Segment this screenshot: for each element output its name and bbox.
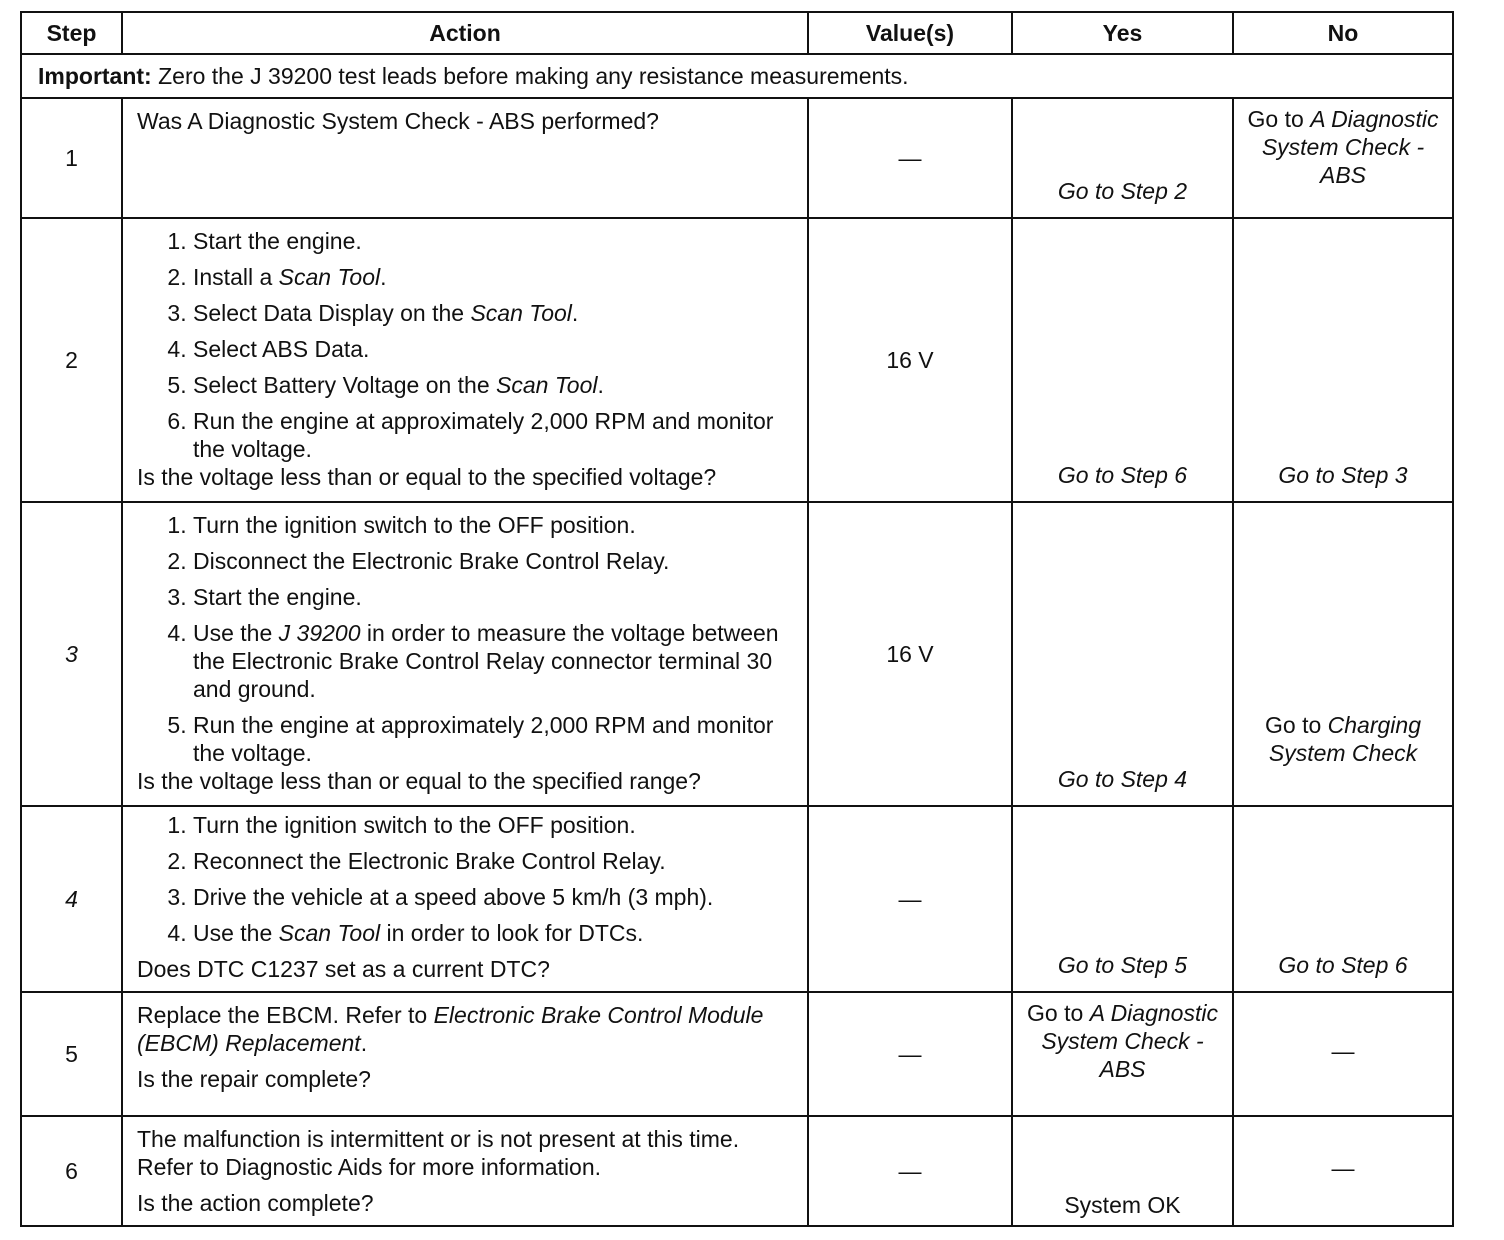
step-number: 3 <box>21 502 122 806</box>
yes-link[interactable]: Go to Step 2 <box>1057 178 1188 204</box>
value-cell: — <box>808 1116 1012 1226</box>
header-yes: Yes <box>1012 12 1233 54</box>
action-cell <box>122 806 808 992</box>
list-item: 4. Use the Scan Tool in order to look for DTCs. <box>193 919 797 947</box>
value-cell: — <box>808 98 1012 218</box>
action-question: Was A Diagnostic System Check - ABS performed? <box>137 108 659 134</box>
yes-link[interactable]: Go to Step 6 <box>1057 462 1188 488</box>
yes-prefix: Go to <box>1027 1000 1090 1026</box>
yes-cell <box>1012 502 1233 806</box>
step-number: 1 <box>21 98 122 218</box>
action-list <box>137 227 797 463</box>
no-link[interactable]: Go to Step 3 <box>1278 462 1408 488</box>
list-item: 5. Select Battery Voltage on the Scan Tool. <box>193 371 797 399</box>
step-number: 4 <box>21 806 122 992</box>
no-cell <box>1233 806 1453 992</box>
diagnostic-table-page <box>20 11 1452 1227</box>
yes-link[interactable]: Go to Step 5 <box>1057 952 1188 978</box>
action-question: Does DTC C1237 set as a current DTC? <box>137 956 550 982</box>
table-row-step-3 <box>21 502 1453 806</box>
list-item: 2. Disconnect the Electronic Brake Control Relay. <box>193 547 797 575</box>
step-number: 6 <box>21 1116 122 1226</box>
important-note <box>21 54 1453 98</box>
value-cell: — <box>808 992 1012 1116</box>
no-prefix: Go to <box>1247 106 1311 132</box>
action-cell <box>122 992 808 1116</box>
no-cell: — <box>1233 1116 1453 1226</box>
no-prefix: Go to <box>1265 712 1328 738</box>
no-cell <box>1233 502 1453 806</box>
action-cell <box>122 98 808 218</box>
action-question: Is the repair complete? <box>137 1066 371 1092</box>
value-cell: 16 V <box>808 218 1012 502</box>
list-item: 1. Turn the ignition switch to the OFF position. <box>193 511 797 539</box>
header-action: Action <box>122 12 808 54</box>
diagnostic-table <box>20 11 1454 1227</box>
header-no: No <box>1233 12 1453 54</box>
table-row-step-6 <box>21 1116 1453 1226</box>
list-item: 2. Install a Scan Tool. <box>193 263 797 291</box>
no-link[interactable]: Charging System Check <box>1268 712 1421 766</box>
list-item: 5. Run the engine at approximately 2,000 RPM and monitor the voltage. <box>193 711 797 767</box>
list-item: 3. Start the engine. <box>193 583 797 611</box>
list-item: 4. Select ABS Data. <box>193 335 797 363</box>
yes-cell <box>1012 218 1233 502</box>
yes-cell <box>1012 98 1233 218</box>
action-list <box>137 811 797 947</box>
action-question: Is the voltage less than or equal to the specified range? <box>137 768 701 794</box>
table-row-step-4 <box>21 806 1453 992</box>
step-number: 5 <box>21 992 122 1116</box>
action-question: Is the action complete? <box>137 1190 374 1216</box>
important-label: Important: <box>38 62 152 89</box>
yes-link[interactable]: Go to Step 4 <box>1057 766 1188 792</box>
no-cell: — <box>1233 992 1453 1116</box>
yes-link[interactable]: A Diagnostic System Check - ABS <box>1041 1000 1218 1082</box>
action-list <box>137 511 797 767</box>
yes-cell <box>1012 992 1233 1116</box>
yes-cell: System OK <box>1012 1116 1233 1226</box>
no-cell <box>1233 218 1453 502</box>
yes-cell <box>1012 806 1233 992</box>
table-row-step-2 <box>21 218 1453 502</box>
list-item: 4. Use the J 39200 in order to measure the voltage between the Electronic Brake Control Relay connector terminal 30 and ground. <box>193 619 797 703</box>
value-cell: — <box>808 806 1012 992</box>
list-item: 3. Drive the vehicle at a speed above 5 km/h (3 mph). <box>193 883 797 911</box>
no-link[interactable]: A Diagnostic System Check - ABS <box>1261 106 1439 188</box>
no-link[interactable]: Go to Step 6 <box>1278 952 1408 978</box>
header-step: Step <box>21 12 122 54</box>
action-cell <box>122 502 808 806</box>
step-number: 2 <box>21 218 122 502</box>
action-link[interactable]: Electronic Brake Control Module (EBCM) Replacement <box>137 1002 764 1056</box>
important-row <box>21 54 1453 98</box>
header-values: Value(s) <box>808 12 1012 54</box>
important-text: Zero the J 39200 test leads before making any resistance measurements. <box>151 62 909 89</box>
list-item: 6. Run the engine at approximately 2,000 RPM and monitor the voltage. <box>193 407 797 463</box>
list-item: 2. Reconnect the Electronic Brake Control Relay. <box>193 847 797 875</box>
table-row-step-1 <box>21 98 1453 218</box>
table-row-step-5 <box>21 992 1453 1116</box>
list-item: 1. Turn the ignition switch to the OFF position. <box>193 811 797 839</box>
header-row <box>21 12 1453 54</box>
value-cell: 16 V <box>808 502 1012 806</box>
list-item: 1. Start the engine. <box>193 227 797 255</box>
no-cell <box>1233 98 1453 218</box>
action-text: Replace the EBCM. Refer to Electronic Brake Control Module (EBCM) Replacement. <box>137 1002 764 1056</box>
action-question: Is the voltage less than or equal to the specified voltage? <box>137 464 717 490</box>
list-item: 3. Select Data Display on the Scan Tool. <box>193 299 797 327</box>
action-cell <box>122 1116 808 1226</box>
action-text: The malfunction is intermittent or is not present at this time. Refer to Diagnostic Aids for more information. <box>137 1126 740 1180</box>
action-cell <box>122 218 808 502</box>
